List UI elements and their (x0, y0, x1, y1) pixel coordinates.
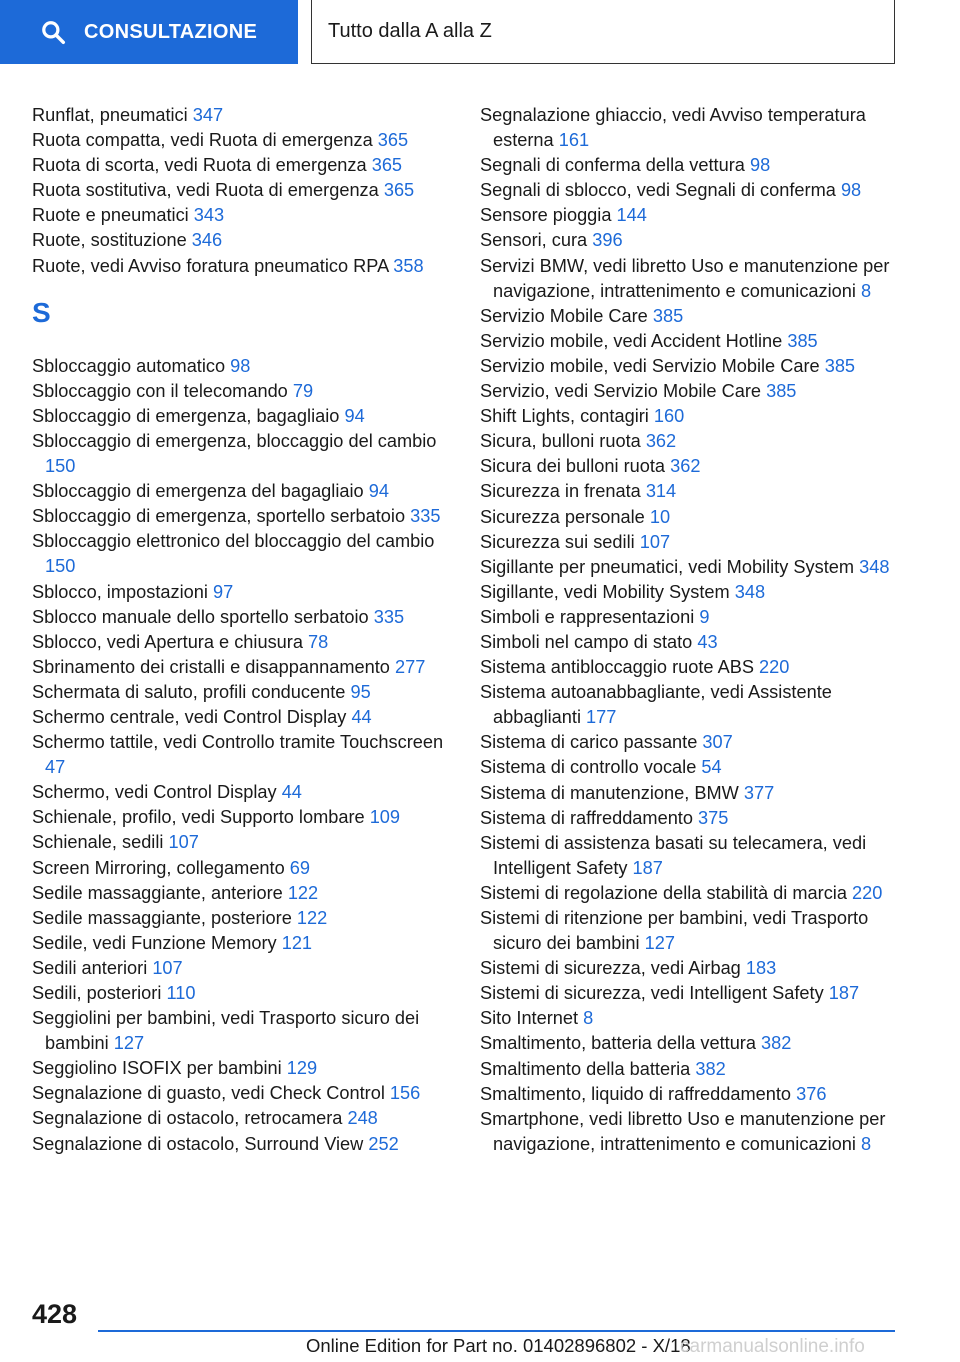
page-link[interactable]: 385 (652, 305, 684, 326)
index-entry (32, 1056, 452, 1081)
page-link[interactable]: 343 (193, 205, 225, 226)
entry-text: Sigillante, vedi Mobility System (480, 581, 730, 602)
entry-text: Sbloccaggio di emergenza, bagagliaio (32, 405, 340, 426)
index-entry (480, 103, 900, 153)
entry-text: Smaltimento, batteria della vettura (480, 1033, 756, 1054)
entry-text: Simboli nel campo di stato (480, 631, 693, 652)
entry-text: Seggiolino ISOFIX per bambini (32, 1058, 282, 1079)
index-entry (32, 931, 452, 956)
index-entry (480, 153, 900, 178)
entry-text: Servizio mobile, vedi Servizio Mobile Care (480, 355, 820, 376)
entry-text: Segnalazione ghiaccio, vedi Avviso temperatura esterna (480, 105, 866, 151)
entry-text: Sistemi di ritenzione per bambini, vedi Trasporto sicuro dei bambini (480, 908, 869, 954)
index-entry (32, 379, 452, 404)
page-link[interactable]: 98 (840, 180, 862, 201)
index-entry (480, 429, 900, 454)
watermark: carmanualsonline.info (680, 1336, 865, 1357)
entry-text: Sedile massaggiante, anteriore (32, 882, 283, 903)
index-entry (480, 354, 900, 379)
entry-text: Sedile, vedi Funzione Memory (32, 932, 277, 953)
page-link[interactable]: 365 (371, 155, 403, 176)
page-link[interactable]: 177 (586, 707, 617, 728)
page-link[interactable]: 248 (347, 1108, 378, 1129)
index-entry (480, 1057, 900, 1082)
entry-text: Simboli e rappresentazioni (480, 606, 695, 627)
entry-text: Schermo centrale, vedi Control Display (32, 706, 347, 727)
entry-text: Sbloccaggio elettronico del bloccaggio del cambio (32, 531, 435, 552)
index-entry (32, 254, 452, 279)
page-link[interactable]: 121 (281, 932, 313, 953)
index-entry (480, 655, 900, 680)
entry-text: Sbrinamento dei cristalli e disappannamento (32, 656, 390, 677)
index-list-s (32, 354, 452, 1157)
entry-text: Sistema di controllo vocale (480, 757, 697, 778)
page-link[interactable]: 362 (670, 456, 701, 477)
page-link[interactable]: 335 (410, 506, 441, 527)
page-link[interactable]: 122 (296, 907, 328, 928)
index-entry (32, 178, 452, 203)
index-entry (32, 529, 452, 579)
page-link[interactable]: 183 (745, 958, 777, 979)
entry-text: Sbloccaggio automatico (32, 355, 226, 376)
entry-text: Servizio mobile, vedi Accident Hotline (480, 330, 783, 351)
entry-text: Ruota di scorta, vedi Ruota di emergenza (32, 155, 367, 176)
index-entry (480, 881, 900, 906)
footer-divider (98, 1330, 895, 1332)
index-entry (32, 1006, 452, 1056)
entry-text: Sbloccaggio di emergenza, sportello serbatoio (32, 506, 406, 527)
page-link[interactable]: 307 (702, 732, 733, 753)
entry-text: Smartphone, vedi libretto Uso e manutenzione per navigazione, intrattenimento e comunicazioni (480, 1108, 886, 1154)
page-link[interactable]: 44 (281, 782, 302, 803)
page-link[interactable]: 382 (695, 1058, 726, 1079)
page-link[interactable]: 127 (644, 933, 676, 954)
page-link[interactable]: 109 (369, 807, 401, 828)
page-link[interactable]: 347 (192, 105, 224, 125)
index-column-left (32, 103, 452, 1157)
breadcrumb (311, 0, 895, 64)
entry-text: Ruota compatta, vedi Ruota di emergenza (32, 130, 373, 151)
section-tab[interactable] (0, 0, 298, 64)
page-link[interactable]: 94 (368, 481, 389, 502)
entry-text: Sicura dei bulloni ruota (480, 456, 666, 477)
index-entry (480, 605, 900, 630)
page-link[interactable]: 150 (45, 456, 76, 477)
entry-text: Ruote e pneumatici (32, 205, 189, 226)
page-link[interactable]: 8 (583, 1008, 594, 1029)
index-entry (32, 228, 452, 253)
page-link[interactable]: 346 (191, 230, 223, 251)
page-link[interactable]: 98 (749, 155, 771, 176)
page-link[interactable]: 44 (351, 706, 372, 727)
index-entry (32, 805, 452, 830)
index-entry (480, 906, 900, 956)
entry-text: Sensore pioggia (480, 205, 612, 226)
page-link[interactable]: 47 (45, 757, 66, 778)
page-link[interactable]: 376 (796, 1083, 827, 1104)
entry-text: Segnalazione di ostacolo, Surround View (32, 1133, 364, 1154)
page-link[interactable]: 396 (592, 230, 623, 251)
index-entry (480, 178, 900, 203)
index-entry (480, 404, 900, 429)
page-link[interactable]: 107 (168, 832, 199, 853)
index-entry (32, 730, 452, 780)
page-link[interactable]: 365 (383, 180, 415, 201)
index-entry (480, 505, 900, 530)
page-link[interactable]: 382 (761, 1033, 792, 1054)
page-link[interactable]: 385 (766, 381, 797, 402)
index-entry (480, 454, 900, 479)
index-entry (32, 1106, 452, 1131)
entry-text: Sicurezza sui sedili (480, 531, 635, 552)
page-link[interactable]: 365 (377, 130, 409, 151)
index-entry (480, 680, 900, 730)
index-entry (32, 680, 452, 705)
page-link[interactable]: 107 (639, 531, 671, 552)
entry-text: Schermo, vedi Control Display (32, 782, 277, 803)
page-link[interactable]: 122 (287, 882, 319, 903)
entry-text: Sito Internet (480, 1008, 579, 1029)
index-entry (32, 1081, 452, 1106)
index-entry (32, 956, 452, 981)
index-entry (480, 831, 900, 881)
index-entry (32, 881, 452, 906)
index-entry (480, 479, 900, 504)
entry-text: Sistemi di sicurezza, vedi Intelligent Safety (480, 983, 824, 1004)
page-link[interactable]: 377 (743, 782, 775, 803)
entry-text: Runflat, pneumatici (32, 105, 188, 125)
index-entry (480, 781, 900, 806)
section-letter: S (32, 296, 51, 328)
entry-text: Sistema di carico passante (480, 732, 698, 753)
entry-text: Ruota sostitutiva, vedi Ruota di emergenza (32, 180, 379, 201)
entry-text: Sicurezza personale (480, 506, 645, 527)
page-link[interactable]: 277 (394, 656, 426, 677)
index-entry (32, 103, 452, 128)
index-entry (32, 605, 452, 630)
page-link[interactable]: 348 (859, 556, 890, 577)
page-number: 428 (32, 1299, 78, 1329)
index-entry (32, 404, 452, 429)
index-entry (32, 153, 452, 178)
entry-text: Sistemi di assistenza basati su telecamera, vedi Intelligent Safety (480, 832, 867, 878)
entry-text: Sbloccaggio di emergenza del bagagliaio (32, 481, 364, 502)
entry-text: Screen Mirroring, collegamento (32, 857, 285, 878)
entry-text: Sistemi di sicurezza, vedi Airbag (480, 958, 741, 979)
index-entry (32, 655, 452, 680)
entry-text: Sigillante per pneumatici, vedi Mobility System (480, 556, 855, 577)
index-entry (480, 555, 900, 580)
entry-text: Sbloccaggio di emergenza, bloccaggio del cambio (32, 430, 437, 451)
index-entry (32, 479, 452, 504)
index-entry (480, 730, 900, 755)
index-entry (480, 755, 900, 780)
page-link[interactable]: 8 (861, 1133, 872, 1154)
entry-text: Servizio, vedi Servizio Mobile Care (480, 381, 762, 402)
entry-text: Sedili, posteriori (32, 983, 162, 1003)
page-link[interactable]: 252 (368, 1133, 399, 1154)
entry-text: Sicurezza in frenata (480, 481, 641, 502)
index-entry (32, 705, 452, 730)
page-link[interactable]: 94 (344, 405, 365, 426)
index-entry (32, 906, 452, 931)
entry-text: Segnalazione di ostacolo, retrocamera (32, 1108, 343, 1129)
index-entry (480, 1107, 900, 1157)
entry-text: Segnali di sblocco, vedi Segnali di conferma (480, 180, 836, 201)
page-link[interactable]: 79 (292, 380, 314, 401)
entry-text: Segnali di conferma della vettura (480, 155, 745, 176)
entry-text: Sistema antibloccaggio ruote ABS (480, 657, 754, 678)
index-entry (32, 630, 452, 655)
index-column-right (480, 103, 900, 1157)
index-list-r (32, 103, 452, 279)
index-entry (480, 1031, 900, 1056)
page-link[interactable]: 160 (653, 406, 685, 427)
index-entry (480, 806, 900, 831)
page-link[interactable]: 335 (373, 606, 405, 627)
entry-text: Seggiolini per bambini, vedi Trasporto sicuro dei bambini (32, 1008, 420, 1054)
index-entry (32, 780, 452, 805)
index-entry (32, 830, 452, 855)
page-link[interactable]: 110 (166, 983, 196, 1003)
entry-text: Sicura, bulloni ruota (480, 431, 641, 452)
page-link[interactable]: 187 (632, 857, 663, 878)
entry-text: Shift Lights, contagiri (480, 406, 649, 427)
index-entry (480, 379, 900, 404)
entry-text: Sensori, cura (480, 230, 588, 251)
index-entry (32, 981, 452, 1006)
page-link[interactable]: 362 (645, 431, 677, 452)
index-entry (480, 580, 900, 605)
index-entry (32, 504, 452, 529)
footer-edition: Online Edition for Part no. 01402896802 - X/18 (306, 1335, 691, 1356)
index-entry (32, 1132, 452, 1157)
index-entry (32, 856, 452, 881)
page-link[interactable]: 95 (350, 681, 371, 702)
index-entry (480, 329, 900, 354)
entry-text: Ruote, sostituzione (32, 230, 187, 251)
entry-text: Smaltimento, liquido di raffreddamento (480, 1083, 792, 1104)
page-link[interactable]: 10 (649, 506, 671, 527)
page-link[interactable]: 43 (697, 631, 718, 652)
page-link[interactable]: 54 (701, 757, 722, 778)
page-link[interactable]: 156 (389, 1083, 421, 1104)
entry-text: Sedili anteriori (32, 957, 148, 978)
index-entry (32, 203, 452, 228)
entry-text: Schermata di saluto, profili conducente (32, 681, 346, 702)
page-link[interactable]: 161 (558, 130, 590, 151)
index-entry (480, 203, 900, 228)
page-link[interactable]: 8 (861, 280, 872, 301)
entry-text: Sistemi di regolazione della stabilità di marcia (480, 882, 847, 903)
page-link[interactable]: 220 (852, 882, 883, 903)
entry-text: Servizio Mobile Care (480, 305, 648, 326)
entry-text: Sedile massaggiante, posteriore (32, 907, 292, 928)
index-entry (480, 981, 900, 1006)
index-entry (32, 429, 452, 479)
section-title: CONSULTAZIONE (84, 20, 258, 43)
index-entry (480, 1006, 900, 1031)
entry-text: Sistema di manutenzione, BMW (480, 782, 739, 803)
index-entry (480, 530, 900, 555)
entry-text: Sblocco, impostazioni (32, 581, 208, 602)
page-link[interactable]: 314 (645, 481, 677, 502)
entry-text: Sistema di raffreddamento (480, 807, 693, 828)
index-entry (480, 228, 900, 253)
breadcrumb-label: Tutto dalla A alla Z (328, 20, 492, 42)
entry-text: Smaltimento della batteria (480, 1058, 691, 1079)
entry-text: Sblocco manuale dello sportello serbatoio (32, 606, 369, 627)
entry-text: Sbloccaggio con il telecomando (32, 380, 288, 401)
entry-text: Schermo tattile, vedi Controllo tramite Touchscreen (32, 732, 444, 753)
index-entry (32, 354, 452, 379)
page-link[interactable]: 144 (616, 205, 647, 226)
index-entry (480, 956, 900, 981)
page-link[interactable]: 129 (286, 1058, 318, 1079)
page-link[interactable]: 358 (393, 255, 424, 276)
page-link[interactable]: 127 (113, 1033, 145, 1054)
entry-text: Sblocco, vedi Apertura e chiusura (32, 631, 303, 652)
page-link[interactable]: 98 (230, 355, 251, 376)
entry-text: Sistema autoanabbagliante, vedi Assistente abbaglianti (480, 682, 832, 728)
index-list-s-continued (480, 103, 900, 1157)
page-link[interactable]: 220 (759, 657, 790, 678)
page-link[interactable]: 9 (699, 606, 710, 627)
entry-text: Segnalazione di guasto, vedi Check Control (32, 1083, 385, 1104)
search-icon (40, 19, 66, 45)
page-link[interactable]: 385 (824, 355, 856, 376)
index-entry (32, 580, 452, 605)
page-link[interactable]: 69 (289, 857, 311, 878)
page-link[interactable]: 385 (787, 330, 818, 351)
page-link[interactable]: 187 (828, 983, 860, 1004)
page-link[interactable]: 375 (698, 807, 729, 828)
index-entry (480, 1082, 900, 1107)
index-entry (32, 128, 452, 153)
index-entry (480, 254, 900, 304)
entry-text: Ruote, vedi Avviso foratura pneumatico RPA (32, 255, 389, 276)
index-entry (480, 304, 900, 329)
page-link[interactable]: 97 (212, 581, 234, 602)
entry-text: Servizi BMW, vedi libretto Uso e manutenzione per navigazione, intrattenimento e comunicazioni (480, 255, 890, 301)
page-link[interactable]: 348 (734, 581, 766, 602)
page-link[interactable]: 78 (308, 631, 329, 652)
page-link[interactable]: 107 (152, 957, 183, 978)
index-entry (480, 630, 900, 655)
entry-text: Schienale, sedili (32, 832, 164, 853)
page-link[interactable]: 150 (45, 556, 76, 577)
entry-text: Schienale, profilo, vedi Supporto lombare (32, 807, 365, 828)
